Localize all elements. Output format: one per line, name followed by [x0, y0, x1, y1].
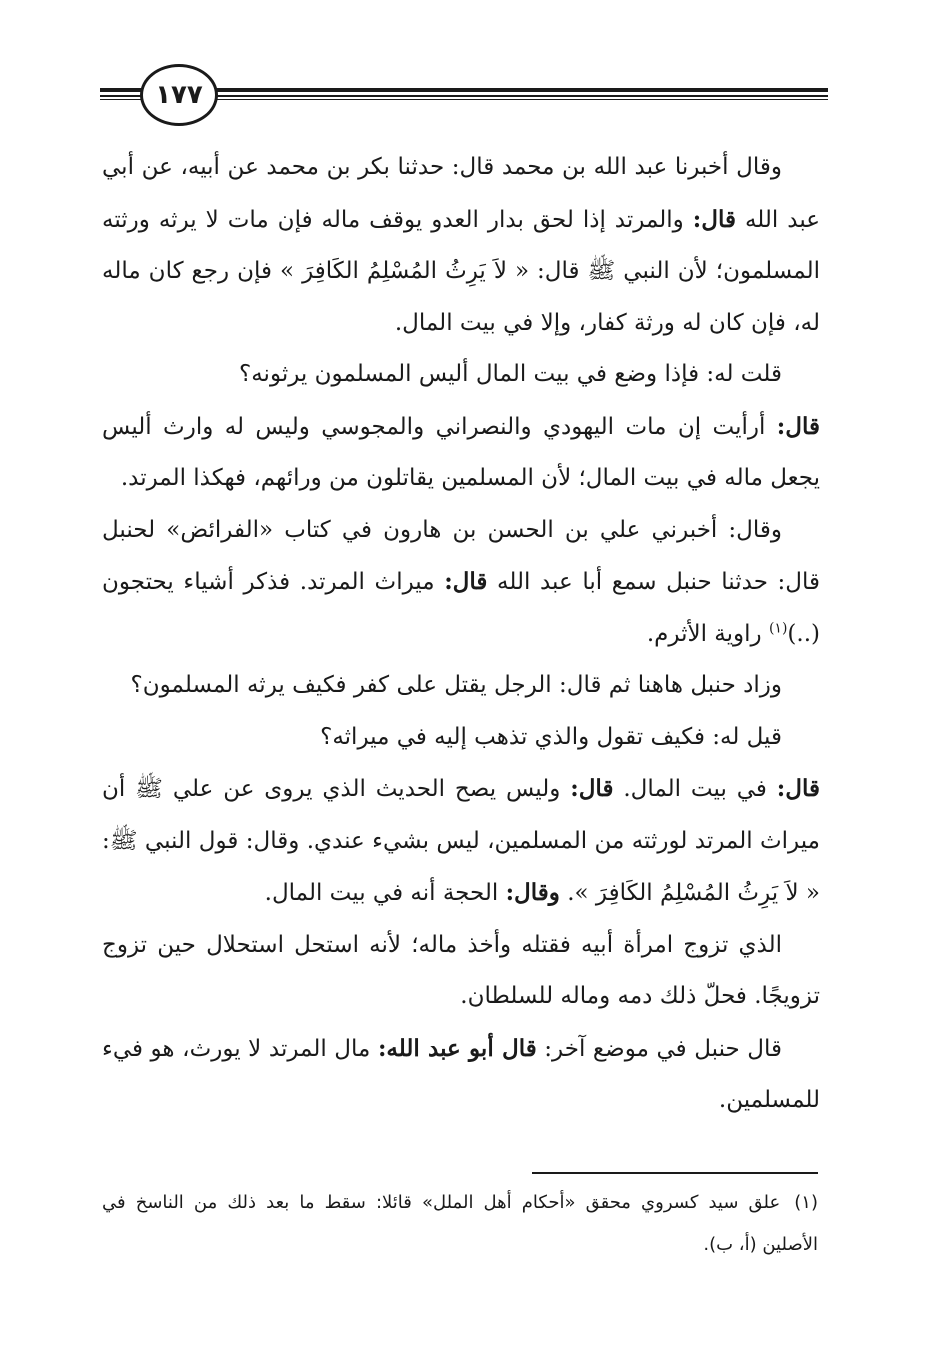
keyword-qal: قال:	[570, 775, 614, 802]
keyword-waqal: وقال:	[505, 879, 560, 906]
paragraph-1	[102, 142, 820, 349]
paragraph-2: قلت له: فإذا وضع في بيت المال أليس المسلمون يرثونه؟	[239, 361, 782, 387]
paragraph-9	[102, 1023, 820, 1127]
paragraph-4	[102, 505, 820, 661]
paragraph-3	[102, 401, 820, 505]
paragraph-5: وزاد حنبل هاهنا ثم قال: الرجل يقتل على كفر فكيف يرثه المسلمون؟	[130, 672, 782, 698]
footnote-divider	[532, 1172, 818, 1174]
footnote-text: علق سيد كسروي محقق «أحكام أهل الملل» قائلا: سقط ما بعد ذلك من الناسخ في الأصلين (أ، ب).	[102, 1192, 818, 1255]
paragraph-4-lead: وقال: أخبرني علي بن الحسن بن هارون في كتاب «الفرائض» لحنبل قال: حدثنا حنبل سمع أبا عبد الله	[102, 516, 821, 595]
paragraph-1-body: والمرتد إذا لحق بدار العدو يوقف ماله فإن مات لا يرثه ورثته المسلمون؛ لأن النبي ﷺ قال: « لاَ يَرِثُ المُسْلِمُ الكَافِرَ » فإن رجع كان ماله له، فإن كان له ورثة كفار، وإلا في بيت المال.	[102, 206, 820, 336]
keyword-qal: قال:	[776, 412, 821, 440]
paragraph-7-a: في بيت المال.	[623, 776, 767, 802]
page-header	[100, 62, 828, 122]
paragraph-4-body: ميراث المرتد. فذكر أشياء يحتجون (..)	[102, 569, 820, 647]
paragraph-6: قيل له: فكيف تقول والذي تذهب إليه في ميراثه؟	[320, 723, 782, 750]
bold-attribution: قال أبو عبد الله:	[377, 1034, 537, 1062]
paragraph-7-b: وليس يصح الحديث الذي يروى عن علي ﷺ أن ميراث المرتد لورثته من المسلمين، ليس بشيء عندي. وقال: قول النبي ﷺ: « لاَ يَرِثُ المُسْلِمُ الكَافِرَ ».	[102, 776, 820, 906]
paragraph-9-body: مال المرتد لا يورث، هو فيء للمسلمين.	[102, 1035, 820, 1113]
paragraph-8: الذي تزوج امرأة أبيه فقتله وأخذ ماله؛ لأنه استحل استحلال حين تزوج تزويجًا. فحلّ ذلك دمه وماله للسلطان.	[102, 931, 820, 1009]
page-number: ١٧٧	[140, 64, 218, 126]
main-text	[102, 142, 820, 1127]
keyword-qal: قال:	[776, 775, 820, 802]
paragraph-4-tail: راوية الأثرم.	[646, 620, 762, 647]
footnote	[102, 1182, 818, 1266]
paragraph-3-body: أرأيت إن مات اليهودي والنصراني والمجوسي وليس له وارث أليس يجعل ماله في بيت المال؛ لأن المسلمين يقاتلون من ورائهم، فهكذا المرتد.	[102, 413, 820, 491]
footnote-reference: (١)	[768, 619, 788, 636]
paragraph-7	[102, 763, 820, 920]
paragraph-9-lead: قال حنبل في موضع آخر:	[544, 1035, 783, 1062]
footnote-number: (١)	[794, 1192, 818, 1213]
keyword-qal: قال:	[692, 205, 736, 233]
paragraph-1-lead: وقال أخبرنا عبد الله بن محمد قال: حدثنا بكر بن محمد عن أبيه، عن	[141, 154, 782, 180]
paragraph-7-c: الحجة أنه في بيت المال.	[264, 880, 499, 906]
paragraph-1-kunya: أبي عبد الله	[102, 154, 820, 233]
keyword-qal: قال:	[444, 568, 488, 595]
